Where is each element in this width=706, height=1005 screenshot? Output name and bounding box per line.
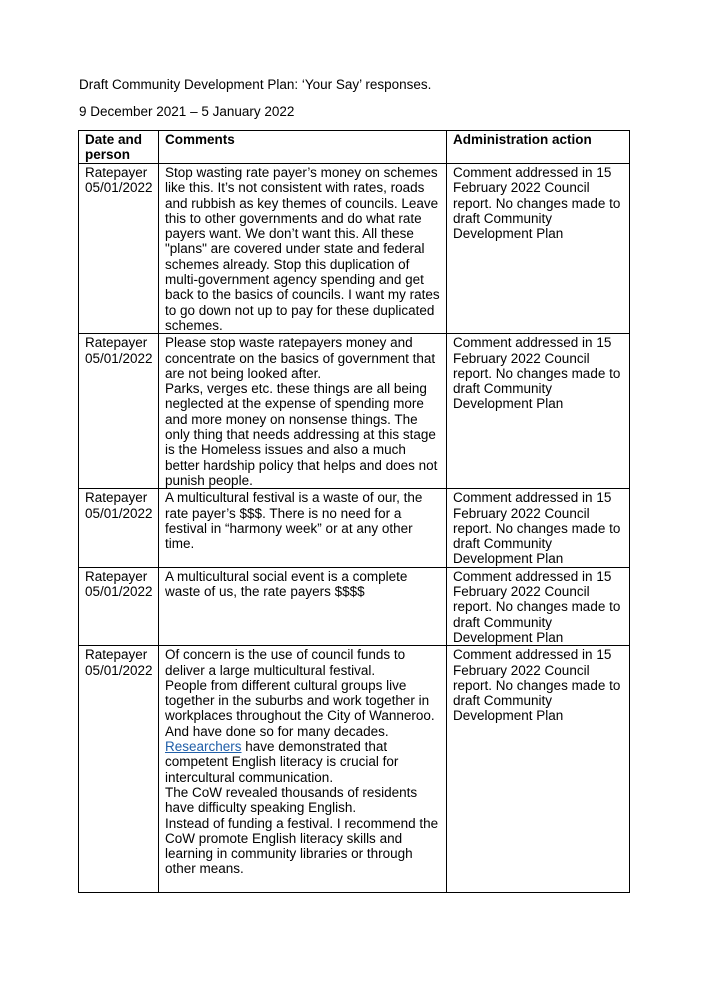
person-label: Ratepayer	[85, 490, 148, 506]
comment-line: neglected at the expense of spending more	[165, 396, 424, 412]
document-date-range: 9 December 2021 – 5 January 2022	[79, 104, 295, 119]
admin-action-line: Comment addressed in 15	[453, 165, 612, 180]
table-row	[79, 567, 630, 645]
person-label: Ratepayer	[85, 647, 148, 663]
admin-action-line: draft Community	[453, 536, 553, 552]
header-comments	[159, 131, 447, 164]
admin-action-line: Development Plan	[453, 396, 564, 412]
comment-line: together in the suburbs and work together in	[165, 693, 430, 709]
admin-action-cell	[447, 164, 630, 334]
admin-action-cell	[447, 567, 630, 645]
admin-action-line: Development Plan	[453, 629, 564, 645]
comment-line: schemes already. Stop this duplication of	[165, 256, 410, 272]
comment-line-rest: have demonstrated that	[241, 739, 388, 755]
header-comments-label: Comments	[165, 132, 235, 147]
comment-line: to go down not up to pay for these duplicated	[165, 302, 435, 318]
comment-line-with-link	[165, 739, 441, 754]
comment-line: And have done so for many decades.	[165, 723, 389, 739]
admin-action-line: February 2022 Council	[453, 584, 590, 600]
date-person-cell	[79, 164, 159, 334]
admin-action-line: February 2022 Council	[453, 350, 590, 366]
comment-line: only thing that needs addressing at this stage	[165, 427, 436, 443]
admin-action-line: Comment addressed in 15	[453, 490, 612, 506]
comment-line: festival in “harmony week” or at any other	[165, 520, 413, 536]
comment-line: are not being looked after.	[165, 365, 322, 381]
admin-action-line: draft Community	[453, 614, 553, 630]
comment-line: other means.	[165, 861, 244, 877]
comment-cell	[159, 646, 447, 893]
comment-line: have difficulty speaking English.	[165, 800, 357, 816]
header-date-line: Date and	[85, 132, 143, 147]
header-person-line: person	[85, 147, 131, 163]
comment-line: People from different cultural groups live	[165, 677, 407, 693]
comment-line: Instead of funding a festival. I recommend the	[165, 815, 439, 831]
comment-line: rate payer’s $$$. There is no need for a	[165, 505, 402, 521]
comment-line: Please stop waste ratepayers money and	[165, 335, 413, 351]
responses-table	[78, 130, 630, 893]
comment-line: like this. It’s not consistent with rates, roads	[165, 180, 425, 196]
comment-line: Stop wasting rate payer’s money on schemes	[165, 165, 438, 180]
comment-cell	[159, 489, 447, 567]
admin-action-line: Development Plan	[453, 226, 564, 242]
comment-line: "plans" are covered under state and federal	[165, 241, 425, 257]
comment-line: back to the basics of councils. I want my rates	[165, 287, 440, 303]
comment-line: schemes.	[165, 317, 223, 333]
comment-line: better hardship policy that helps and does not	[165, 457, 438, 473]
response-date: 05/01/2022	[85, 505, 153, 521]
comment-line: deliver a large multicultural festival.	[165, 662, 376, 678]
comment-line: Of concern is the use of council funds to	[165, 647, 406, 663]
person-label: Ratepayer	[85, 165, 148, 180]
date-person-cell	[79, 334, 159, 489]
admin-action-cell	[447, 489, 630, 567]
response-date: 05/01/2022	[85, 180, 153, 196]
comment-line: intercultural communication.	[165, 769, 334, 785]
table-row	[79, 334, 630, 489]
comment-line: competent English literacy is crucial for	[165, 754, 399, 770]
comment-cell	[159, 334, 447, 489]
comment-line: is the Homeless issues and also a much	[165, 442, 406, 458]
comment-cell	[159, 164, 447, 334]
table-header-row	[79, 131, 630, 164]
date-person-cell	[79, 646, 159, 893]
comment-line: and more money on nonsense things. The	[165, 411, 418, 427]
document-title: Draft Community Development Plan: ‘Your Say’ responses.	[79, 77, 432, 92]
comment-line: multi-government agency spending and get	[165, 272, 424, 288]
admin-action-line: draft Community	[453, 210, 553, 226]
comment-line: Parks, verges etc. these things are all being	[165, 381, 427, 397]
admin-action-line: draft Community	[453, 693, 553, 709]
admin-action-line: February 2022 Council	[453, 662, 590, 678]
date-person-cell	[79, 489, 159, 567]
admin-action-line: Development Plan	[453, 708, 564, 724]
admin-action-line: draft Community	[453, 381, 553, 397]
comment-line: A multicultural social event is a complete	[165, 568, 408, 584]
person-label: Ratepayer	[85, 335, 148, 351]
comment-line: learning in community libraries or through	[165, 846, 413, 862]
admin-action-line: Comment addressed in 15	[453, 647, 612, 663]
comment-line: punish people.	[165, 472, 253, 488]
comment-line: waste of us, the rate payers $$$$	[165, 584, 365, 600]
table-row	[79, 489, 630, 567]
comment-line: this to other governments and do what rate	[165, 210, 422, 226]
comment-line: and rubbish as key themes of councils. Leave	[165, 195, 439, 211]
comment-cell	[159, 567, 447, 645]
response-date: 05/01/2022	[85, 584, 153, 600]
admin-action-line: report. No changes made to	[453, 599, 621, 615]
comment-line: CoW promote English literacy skills and	[165, 830, 403, 846]
researchers-link[interactable]: Researchers	[165, 739, 242, 755]
admin-action-line: report. No changes made to	[453, 365, 621, 381]
admin-action-line: report. No changes made to	[453, 195, 621, 211]
comment-line: time.	[165, 536, 195, 552]
header-date-person	[79, 131, 159, 164]
header-admin-action	[447, 131, 630, 164]
admin-action-line: February 2022 Council	[453, 505, 590, 521]
admin-action-cell	[447, 646, 630, 893]
header-admin-action-label: Administration action	[453, 132, 592, 147]
admin-action-line: February 2022 Council	[453, 180, 590, 196]
response-date: 05/01/2022	[85, 662, 153, 678]
comment-line: A multicultural festival is a waste of our, the	[165, 490, 423, 506]
table-row	[79, 646, 630, 893]
admin-action-line: Comment addressed in 15	[453, 335, 612, 351]
comment-line: The CoW revealed thousands of residents	[165, 784, 418, 800]
comment-line: payers want. We don’t want this. All these	[165, 226, 414, 242]
table-row	[79, 164, 630, 334]
response-date: 05/01/2022	[85, 350, 153, 366]
person-label: Ratepayer	[85, 568, 148, 584]
comment-line: workplaces throughout the City of Wanneroo.	[165, 708, 435, 724]
admin-action-line: Comment addressed in 15	[453, 568, 612, 584]
admin-action-line: report. No changes made to	[453, 520, 621, 536]
comment-line: concentrate on the basics of government that	[165, 350, 436, 366]
admin-action-cell	[447, 334, 630, 489]
admin-action-line: Development Plan	[453, 551, 564, 567]
date-person-cell	[79, 567, 159, 645]
admin-action-line: report. No changes made to	[453, 677, 621, 693]
